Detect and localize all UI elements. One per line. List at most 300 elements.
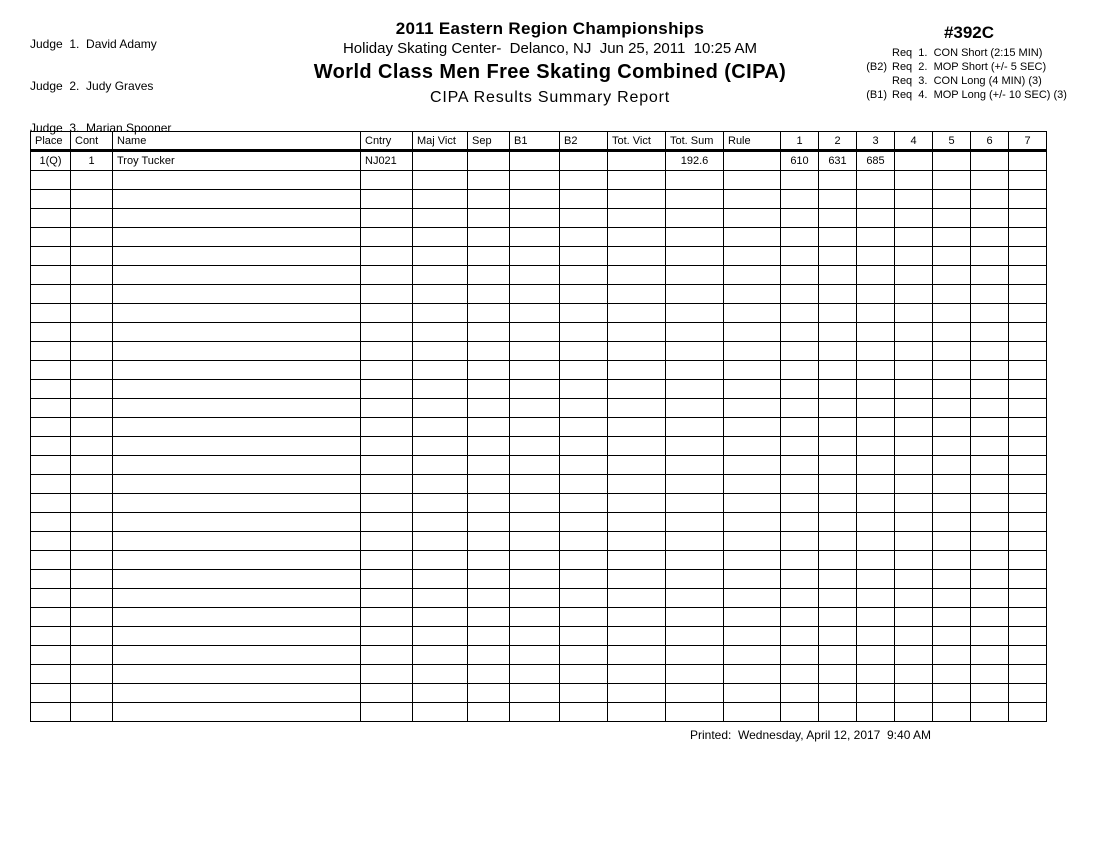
table-cell (857, 684, 895, 703)
table-cell (666, 646, 724, 665)
table-cell (857, 570, 895, 589)
table-cell (113, 665, 361, 684)
table-cell (560, 608, 608, 627)
table-cell (468, 151, 510, 171)
table-cell (413, 399, 468, 418)
table-cell (608, 627, 666, 646)
table-cell (857, 342, 895, 361)
table-cell (560, 380, 608, 399)
table-cell (468, 304, 510, 323)
table-cell (71, 285, 113, 304)
table-cell (971, 247, 1009, 266)
table-cell (724, 475, 781, 494)
table-cell (560, 570, 608, 589)
table-cell (31, 456, 71, 475)
table-cell (895, 437, 933, 456)
table-row (31, 456, 1047, 475)
table-cell (510, 342, 560, 361)
table-cell (31, 646, 71, 665)
table-cell (113, 342, 361, 361)
requirement-prefix: (B2) (866, 61, 887, 73)
table-row (31, 665, 1047, 684)
table-cell (510, 665, 560, 684)
table-cell (71, 513, 113, 532)
table-cell (468, 323, 510, 342)
table-cell (895, 380, 933, 399)
table-cell (608, 228, 666, 247)
table-cell (895, 151, 933, 171)
table-cell (113, 456, 361, 475)
table-cell (781, 171, 819, 190)
table-cell (1009, 361, 1047, 380)
table-cell (413, 304, 468, 323)
table-cell (933, 437, 971, 456)
table-cell (361, 437, 413, 456)
table-cell (31, 266, 71, 285)
table-cell (113, 532, 361, 551)
table-cell (113, 228, 361, 247)
table-cell (971, 646, 1009, 665)
table-cell (413, 361, 468, 380)
table-cell (895, 513, 933, 532)
table-cell (819, 304, 857, 323)
column-header: Cont (71, 132, 113, 151)
table-cell (510, 646, 560, 665)
table-cell (608, 703, 666, 722)
table-cell (1009, 551, 1047, 570)
table-cell (361, 627, 413, 646)
table-cell (781, 703, 819, 722)
table-cell (895, 494, 933, 513)
table-cell (608, 380, 666, 399)
table-cell (560, 665, 608, 684)
table-cell (933, 361, 971, 380)
table-cell (31, 285, 71, 304)
column-header: 3 (857, 132, 895, 151)
table-cell (113, 703, 361, 722)
table-cell (71, 532, 113, 551)
table-cell (895, 285, 933, 304)
table-cell (781, 399, 819, 418)
table-cell: Troy Tucker (113, 151, 361, 171)
table-cell (819, 589, 857, 608)
table-cell (857, 399, 895, 418)
table-cell (819, 532, 857, 551)
table-cell (724, 171, 781, 190)
table-cell (608, 209, 666, 228)
table-cell (510, 532, 560, 551)
table-cell (361, 228, 413, 247)
table-cell (361, 570, 413, 589)
table-cell (819, 323, 857, 342)
table-cell (71, 323, 113, 342)
table-cell (31, 171, 71, 190)
table-cell (724, 285, 781, 304)
table-cell (933, 551, 971, 570)
column-header: Cntry (361, 132, 413, 151)
table-cell (608, 456, 666, 475)
table-cell (666, 399, 724, 418)
table-cell (1009, 285, 1047, 304)
table-cell (468, 627, 510, 646)
table-cell (608, 646, 666, 665)
event-number: #392C (943, 23, 995, 42)
table-cell (933, 209, 971, 228)
table-cell (971, 418, 1009, 437)
table-cell (361, 304, 413, 323)
table-cell (857, 646, 895, 665)
table-cell (781, 304, 819, 323)
table-cell: 1 (71, 151, 113, 171)
table-cell (857, 627, 895, 646)
column-header: B1 (510, 132, 560, 151)
table-cell (1009, 627, 1047, 646)
table-cell (933, 247, 971, 266)
table-cell (1009, 304, 1047, 323)
table-cell (933, 646, 971, 665)
table-cell (361, 551, 413, 570)
table-cell (560, 494, 608, 513)
table-cell (933, 627, 971, 646)
table-cell (666, 570, 724, 589)
table-cell (1009, 703, 1047, 722)
table-row (31, 171, 1047, 190)
table-cell (666, 266, 724, 285)
table-cell (113, 494, 361, 513)
table-cell (933, 494, 971, 513)
table-cell (781, 190, 819, 209)
table-cell (724, 209, 781, 228)
table-cell (468, 342, 510, 361)
table-cell (71, 494, 113, 513)
table-cell (971, 684, 1009, 703)
table-row (31, 513, 1047, 532)
table-cell (724, 513, 781, 532)
table-cell (781, 266, 819, 285)
table-cell (1009, 589, 1047, 608)
table-row (31, 437, 1047, 456)
table-cell (71, 304, 113, 323)
table-cell (71, 228, 113, 247)
table-cell (781, 513, 819, 532)
table-cell (933, 190, 971, 209)
table-cell (819, 475, 857, 494)
table-cell (71, 551, 113, 570)
table-row (31, 494, 1047, 513)
table-cell (468, 247, 510, 266)
table-cell (724, 266, 781, 285)
table-cell (468, 665, 510, 684)
table-cell (31, 703, 71, 722)
table-cell (361, 171, 413, 190)
table-cell (666, 247, 724, 266)
column-header: Tot. Sum (666, 132, 724, 151)
table-cell (895, 570, 933, 589)
table-cell (510, 703, 560, 722)
table-cell (971, 266, 1009, 285)
requirement-prefix (858, 46, 887, 60)
table-cell (1009, 475, 1047, 494)
table-cell (724, 361, 781, 380)
table-cell (361, 399, 413, 418)
requirement-text: Req 4. MOP Long (+/- 10 SEC) (3) (892, 89, 1067, 101)
table-row (31, 304, 1047, 323)
table-cell (113, 551, 361, 570)
table-cell (933, 570, 971, 589)
table-cell (895, 627, 933, 646)
table-cell (819, 494, 857, 513)
table-cell (1009, 323, 1047, 342)
table-cell (560, 646, 608, 665)
table-cell (510, 551, 560, 570)
table-cell (361, 494, 413, 513)
table-cell (971, 285, 1009, 304)
table-cell (666, 228, 724, 247)
table-cell (413, 684, 468, 703)
table-cell (71, 361, 113, 380)
table-row (31, 285, 1047, 304)
table-cell (933, 285, 971, 304)
table-cell (31, 418, 71, 437)
table-cell (510, 228, 560, 247)
table-cell (781, 532, 819, 551)
results-table (30, 131, 1047, 722)
table-cell (971, 456, 1009, 475)
table-cell (468, 399, 510, 418)
table-cell (31, 323, 71, 342)
table-cell (468, 475, 510, 494)
table-cell (724, 323, 781, 342)
table-cell (71, 703, 113, 722)
table-cell (1009, 151, 1047, 171)
table-cell (724, 570, 781, 589)
table-cell (113, 399, 361, 418)
table-cell (666, 171, 724, 190)
table-cell (361, 342, 413, 361)
table-cell: 685 (857, 151, 895, 171)
table-cell (608, 285, 666, 304)
table-cell (724, 380, 781, 399)
table-cell (510, 627, 560, 646)
table-cell (857, 513, 895, 532)
table-cell (895, 171, 933, 190)
table-header-row (31, 132, 1047, 151)
table-cell (413, 703, 468, 722)
table-cell (608, 304, 666, 323)
table-cell (971, 323, 1009, 342)
table-cell (819, 266, 857, 285)
table-cell (113, 247, 361, 266)
table-cell (413, 551, 468, 570)
column-header: Name (113, 132, 361, 151)
table-cell (895, 646, 933, 665)
table-row (31, 627, 1047, 646)
table-cell (413, 608, 468, 627)
table-cell (819, 361, 857, 380)
table-cell (857, 266, 895, 285)
table-cell (510, 570, 560, 589)
judge-line: Judge 3. Marian Spooner (30, 121, 172, 135)
column-header: Sep (468, 132, 510, 151)
table-cell (666, 361, 724, 380)
table-cell (971, 475, 1009, 494)
table-row (31, 342, 1047, 361)
table-row (31, 703, 1047, 722)
table-cell (510, 513, 560, 532)
table-cell (895, 456, 933, 475)
table-cell (933, 266, 971, 285)
judge-line: Judge 2. Judy Graves (30, 79, 154, 93)
table-cell (971, 399, 1009, 418)
table-cell (724, 151, 781, 171)
table-row (31, 589, 1047, 608)
table-cell (895, 209, 933, 228)
table-cell (895, 342, 933, 361)
table-cell (31, 665, 71, 684)
table-cell (1009, 190, 1047, 209)
table-cell (71, 342, 113, 361)
table-cell (113, 608, 361, 627)
table-cell (608, 171, 666, 190)
table-cell (71, 399, 113, 418)
table-cell (113, 171, 361, 190)
table-cell (560, 532, 608, 551)
table-cell (413, 627, 468, 646)
column-header: 1 (781, 132, 819, 151)
table-cell (468, 266, 510, 285)
table-cell (819, 418, 857, 437)
table-cell (31, 684, 71, 703)
table-cell (468, 684, 510, 703)
table-cell (413, 589, 468, 608)
table-cell (31, 228, 71, 247)
table-cell (468, 285, 510, 304)
table-row (31, 151, 1047, 171)
table-cell (31, 209, 71, 228)
table-cell (781, 551, 819, 570)
table-row (31, 418, 1047, 437)
table-cell (413, 266, 468, 285)
table-cell (857, 456, 895, 475)
table-cell (71, 266, 113, 285)
table-cell (781, 342, 819, 361)
table-cell (560, 228, 608, 247)
table-cell (31, 608, 71, 627)
table-cell (361, 323, 413, 342)
table-cell (361, 285, 413, 304)
table-cell (933, 418, 971, 437)
table-cell (933, 513, 971, 532)
table-cell (413, 532, 468, 551)
table-cell (857, 190, 895, 209)
table-cell (113, 437, 361, 456)
table-cell (857, 285, 895, 304)
requirement-line (858, 60, 1080, 74)
table-cell (468, 361, 510, 380)
table-cell (895, 228, 933, 247)
table-cell (560, 475, 608, 494)
table-cell (666, 589, 724, 608)
table-cell (895, 703, 933, 722)
table-cell (560, 684, 608, 703)
table-cell (666, 190, 724, 209)
table-cell (819, 247, 857, 266)
table-cell (31, 589, 71, 608)
table-cell (510, 494, 560, 513)
table-cell (819, 570, 857, 589)
table-cell (113, 361, 361, 380)
table-cell (71, 171, 113, 190)
table-cell (31, 494, 71, 513)
table-cell (666, 513, 724, 532)
table-cell (971, 304, 1009, 323)
table-cell (933, 589, 971, 608)
table-cell (781, 209, 819, 228)
table-cell (857, 323, 895, 342)
table-cell (510, 209, 560, 228)
table-cell (857, 589, 895, 608)
table-cell (413, 418, 468, 437)
column-header: Tot. Vict (608, 132, 666, 151)
table-cell (666, 608, 724, 627)
table-cell (857, 703, 895, 722)
table-cell (895, 475, 933, 494)
table-cell (1009, 380, 1047, 399)
table-cell (31, 247, 71, 266)
table-cell: NJ021 (361, 151, 413, 171)
table-cell: 192.6 (666, 151, 724, 171)
table-cell (413, 380, 468, 399)
table-cell (560, 513, 608, 532)
table-cell (361, 684, 413, 703)
table-cell (819, 456, 857, 475)
table-cell (895, 190, 933, 209)
table-cell (361, 703, 413, 722)
table-cell (608, 513, 666, 532)
table-cell (1009, 494, 1047, 513)
table-cell (510, 247, 560, 266)
table-cell (724, 627, 781, 646)
table-cell (724, 437, 781, 456)
table-cell (666, 494, 724, 513)
table-cell (31, 437, 71, 456)
table-cell (666, 703, 724, 722)
table-cell (31, 475, 71, 494)
table-cell (113, 418, 361, 437)
requirement-text: Req 1. CON Short (2:15 MIN) (892, 47, 1043, 59)
table-row (31, 570, 1047, 589)
table-cell (468, 228, 510, 247)
table-cell (413, 171, 468, 190)
table-cell (1009, 665, 1047, 684)
column-header: 5 (933, 132, 971, 151)
table-cell (819, 684, 857, 703)
table-cell (857, 209, 895, 228)
table-cell (895, 399, 933, 418)
table-cell (933, 151, 971, 171)
table-cell (857, 665, 895, 684)
table-cell (510, 151, 560, 171)
table-cell (971, 589, 1009, 608)
table-cell (781, 323, 819, 342)
table-cell (781, 570, 819, 589)
requirement-text: Req 2. MOP Short (+/- 5 SEC) (892, 61, 1047, 73)
table-cell (1009, 437, 1047, 456)
event-title: World Class Men Free Skating Combined (CIPA) (313, 61, 787, 83)
table-cell (31, 551, 71, 570)
table-cell (361, 665, 413, 684)
table-cell (857, 247, 895, 266)
